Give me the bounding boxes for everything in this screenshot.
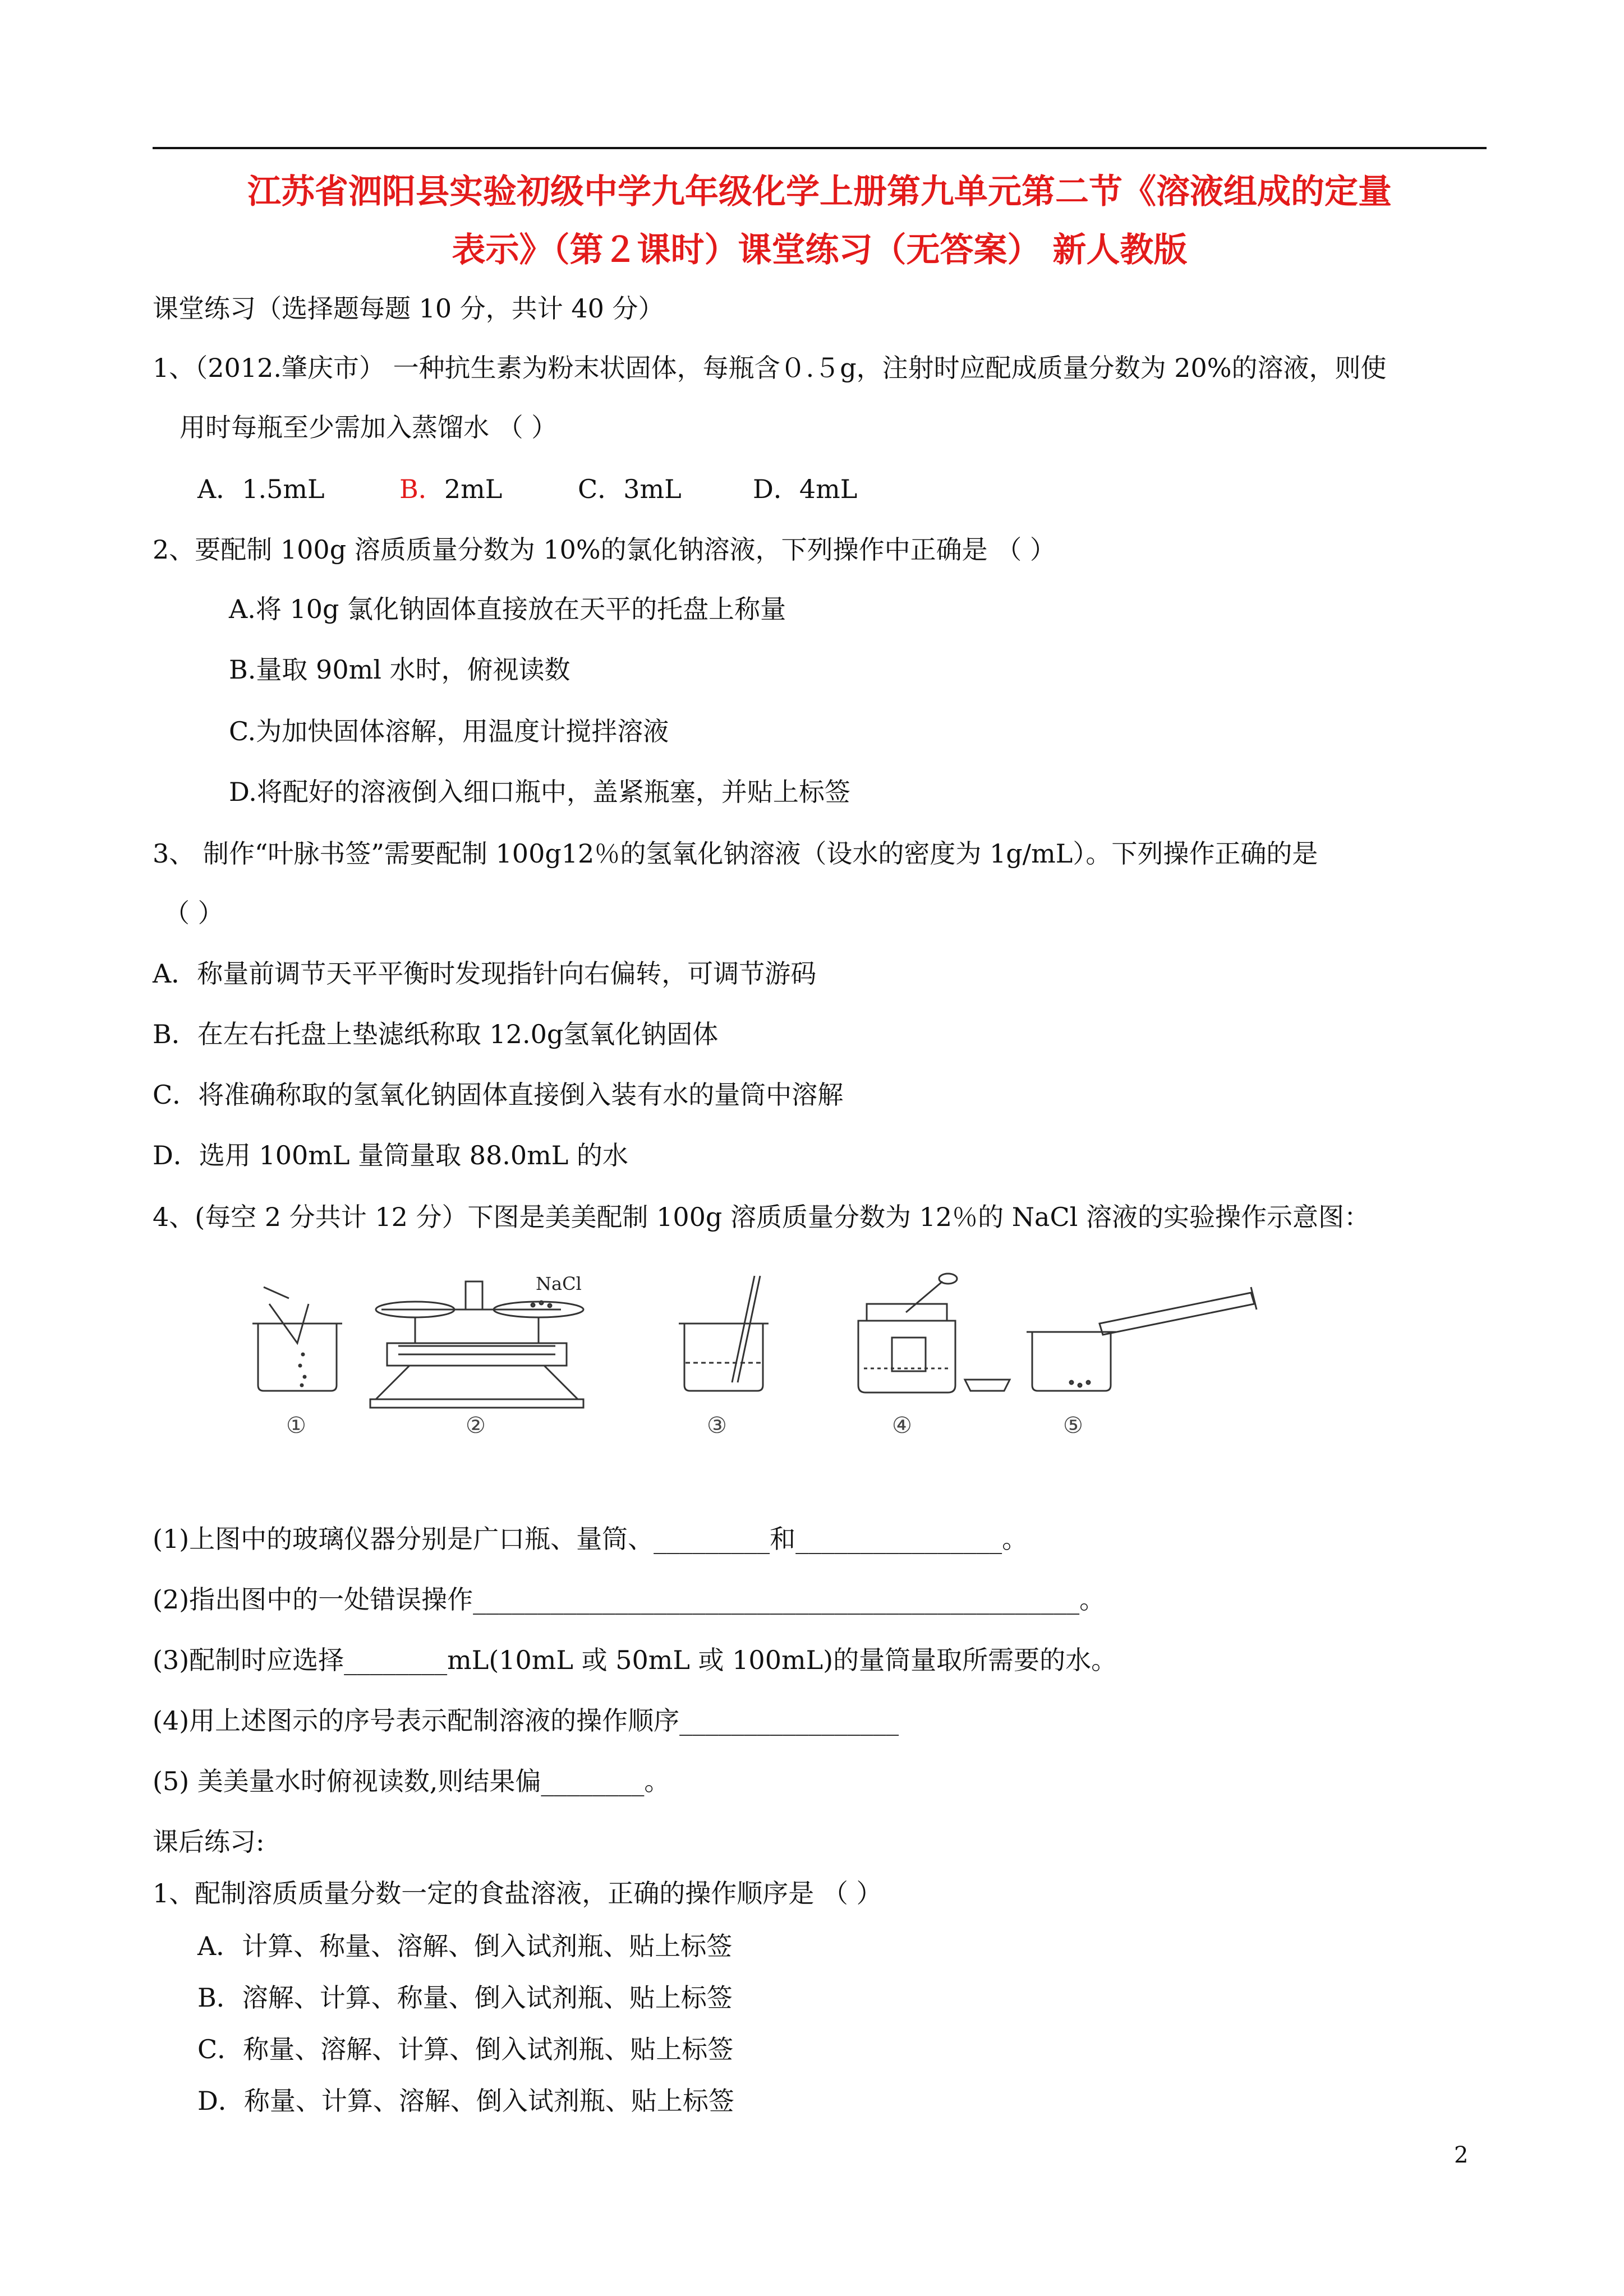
- q1-stem-line-2: 用时每瓶至少需加入蒸馏水 （ ）: [180, 412, 558, 442]
- q4-part-2: (2)指出图中的一处错误操作_______________________________________________。: [153, 1584, 1106, 1615]
- q2-option-b: B.量取 90ml 水时，俯视读数: [229, 654, 571, 685]
- figure-nacl-label: NaCl: [536, 1273, 582, 1294]
- figure-balance-scale: [370, 1281, 583, 1408]
- hw-q1-option-c: C．称量、溶解、计算、倒入试剂瓶、贴上标签: [197, 2034, 734, 2064]
- q1-stem-line-1: 1、（2012.肇庆市） 一种抗生素为粉末状固体，每瓶含０.５g，注射时应配成质量分数为 20%的溶液，则使: [153, 353, 1387, 383]
- figure-beaker-powder: [252, 1287, 342, 1391]
- q3-option-a: A．称量前调节天平平衡时发现指针向右偏转，可调节游码: [153, 958, 817, 989]
- q2-stem: 2、要配制 100g 溶质质量分数为 10%的氯化钠溶液，下列操作中正确是 （ ）: [153, 534, 1056, 565]
- q1-option-c: C．3mL: [578, 474, 682, 504]
- q3-stem-line-1: 3、 制作“叶脉书签”需要配制 100g12％的氢氧化钠溶液（设水的密度为 1g/mL）。下列操作正确的是: [153, 838, 1318, 869]
- page-title-line-2: 表示》（第２课时）课堂练习（无答案） 新人教版: [452, 230, 1188, 270]
- q4-part-4: (4)用上述图示的序号表示配制溶液的操作顺序_________________: [153, 1705, 899, 1736]
- q1-option-b-text: 2mL: [444, 474, 503, 504]
- figure-label-5: ⑤: [1063, 1413, 1083, 1439]
- q4-part-1: (1)上图中的玻璃仪器分别是广口瓶、量筒、_________和________________。: [153, 1524, 1028, 1554]
- section-heading-homework: 课后练习:: [153, 1827, 265, 1857]
- experiment-figure: [247, 1270, 1268, 1464]
- hw-q1-option-d: D．称量、计算、溶解、倒入试剂瓶、贴上标签: [197, 2086, 734, 2116]
- figure-label-3: ③: [707, 1413, 727, 1439]
- q3-option-c: C．将准确称取的氢氧化钠固体直接倒入装有水的量筒中溶解: [153, 1080, 844, 1110]
- q4-part-5: (5) 美美量水时俯视读数,则结果偏________。: [153, 1766, 670, 1796]
- q2-option-a: A.将 10g 氯化钠固体直接放在天平的托盘上称量: [229, 594, 786, 624]
- page-number: 2: [1454, 2142, 1469, 2168]
- q4-part-3: (3)配制时应选择________mL(10mL 或 50mL 或 100mL)的量筒量取所需要的水。: [153, 1645, 1117, 1675]
- q2-option-d: D.将配好的溶液倒入细口瓶中，盖紧瓶塞，并贴上标签: [229, 777, 850, 807]
- hw-q1-option-b: B．溶解、计算、称量、倒入试剂瓶、贴上标签: [197, 1983, 733, 2013]
- q1-option-a: A．1.5mL: [197, 474, 325, 504]
- q3-option-b: B．在左右托盘上垫滤纸称取 12.0g氢氧化钠固体: [153, 1019, 719, 1049]
- figure-label-2: ②: [466, 1413, 486, 1439]
- figure-beaker-stirring: [679, 1276, 769, 1391]
- header-rule: [153, 147, 1487, 149]
- q4-stem: 4、(每空 2 分共计 12 分）下图是美美配制 100g 溶质质量分数为 12％的 NaCl 溶液的实验操作示意图：: [153, 1202, 1370, 1232]
- q1-option-b-letter: B．: [399, 474, 444, 504]
- figure-label-4: ④: [892, 1413, 912, 1439]
- q1-option-b: [399, 472, 502, 506]
- figure-label-1: ①: [286, 1413, 306, 1439]
- q3-stem-line-2: （ ）: [164, 898, 224, 928]
- hw-q1-option-a: A．计算、称量、溶解、倒入试剂瓶、贴上标签: [197, 1931, 733, 1961]
- q3-option-d: D．选用 100mL 量筒量取 88.0mL 的水: [153, 1140, 628, 1170]
- figure-jar-spoon: [858, 1274, 1010, 1393]
- q1-option-d: D．4mL: [753, 474, 858, 504]
- hw-q1-stem: 1、配制溶质质量分数一定的食盐溶液，正确的操作顺序是 （ ）: [153, 1878, 882, 1908]
- q2-option-c: C.为加快固体溶解，用温度计搅拌溶液: [229, 716, 669, 746]
- page-title-line-1: 江苏省泗阳县实验初级中学九年级化学上册第九单元第二节《溶液组成的定量: [247, 172, 1392, 211]
- figure-beaker-cylinder: [1027, 1287, 1257, 1391]
- section-heading-classroom: 课堂练习（选择题每题 10 分，共计 40 分）: [153, 293, 664, 324]
